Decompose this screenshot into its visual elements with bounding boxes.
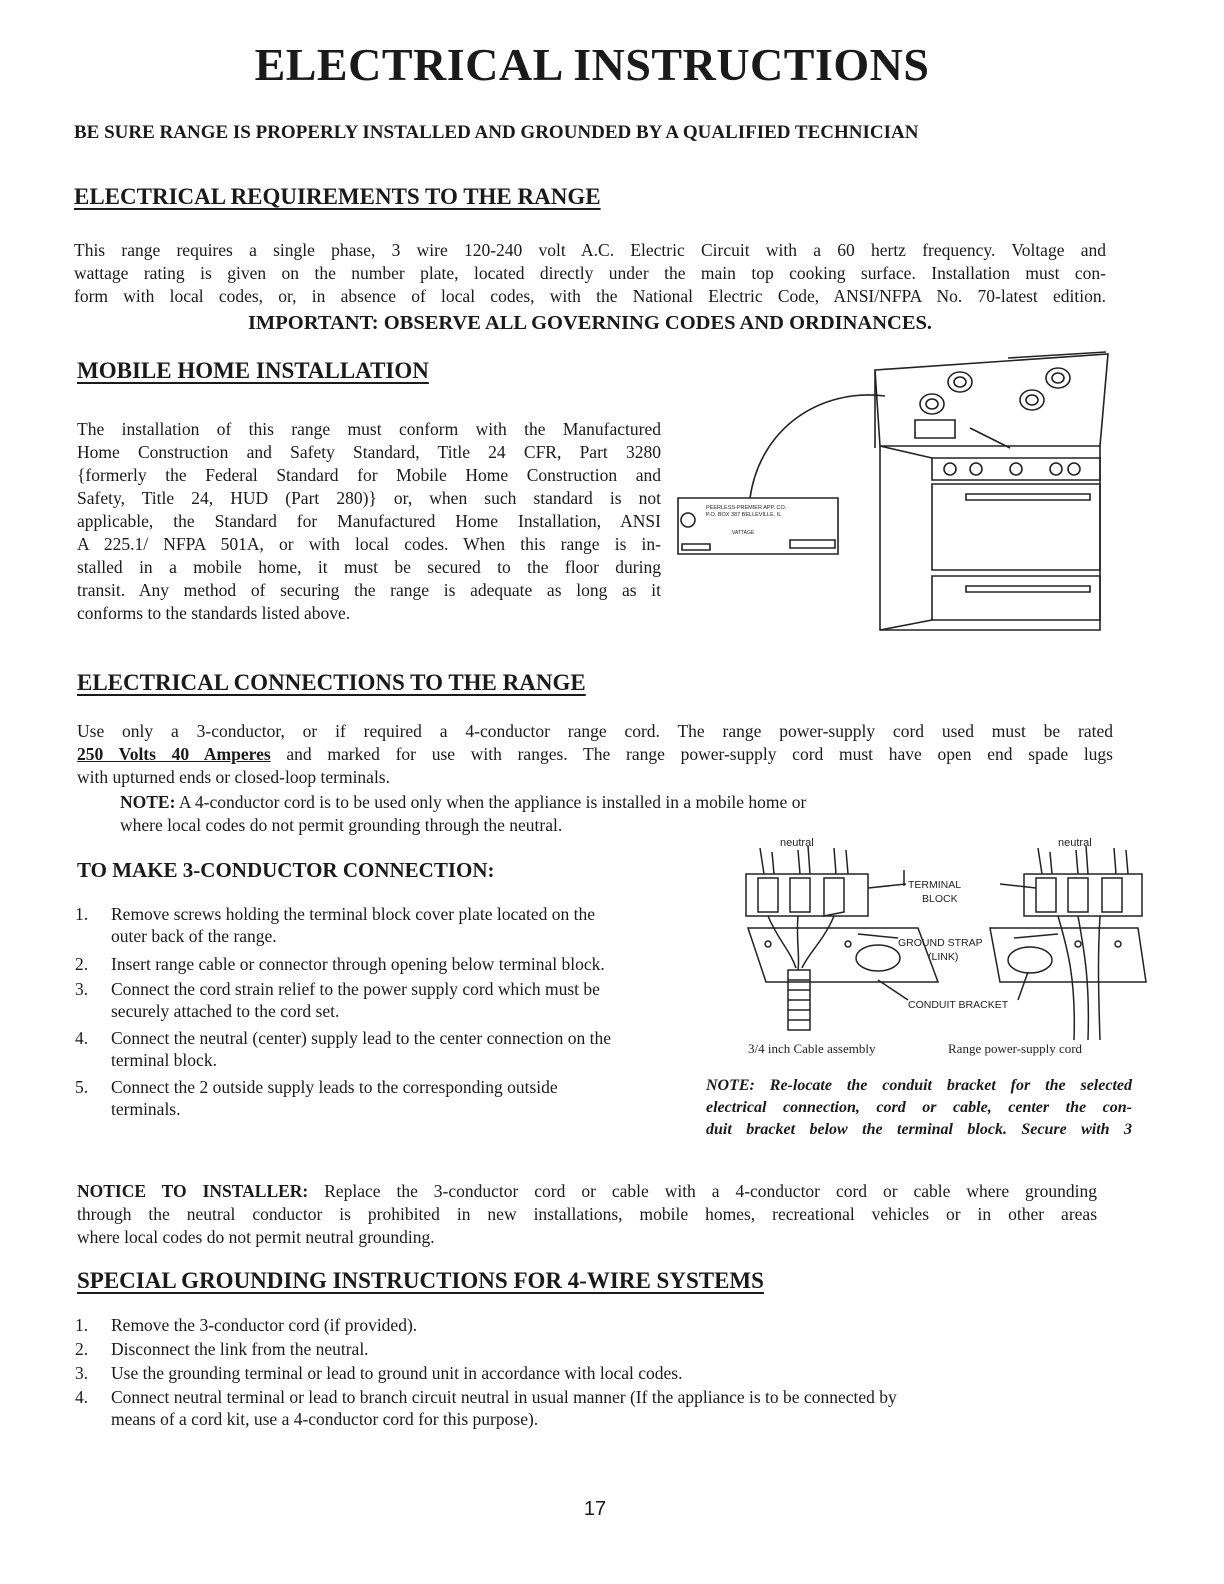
step-number: 2. (75, 1339, 89, 1359)
step-text: Remove the 3-conductor cord (if provided). (111, 1315, 418, 1335)
step-text: Connect the neutral (center) supply lead to the center connection on the terminal block. (111, 1028, 612, 1070)
step-text: Remove screws holding the terminal block cover plate located on the outer back of the range. (111, 904, 596, 946)
label-link: (LINK) (928, 951, 959, 963)
requirements-line: form with local codes, or, in absence of local codes, with the National Electric Code, ANSI/NFPA No. 70-latest edition. (74, 286, 1106, 306)
conduit-note-line: electrical connection, cord or cable, center the con- (706, 1099, 1132, 1116)
caption-cable-assembly: 3/4 inch Cable assembly (748, 1041, 876, 1056)
step-number: 5. (75, 1077, 89, 1097)
mobile-line: conforms to the standards listed above. (77, 603, 351, 623)
wiring-diagram (738, 830, 1148, 1060)
note-line-2: where local codes do not permit grounding through the neutral. (120, 815, 563, 835)
connections-paragraph (77, 720, 1113, 789)
mobile-line: {formerly the Federal Standard for Mobile Home Construction and (77, 465, 661, 485)
notice-to-installer (77, 1180, 1097, 1249)
notice-line-1: Replace the 3-conductor cord or cable with a 4-conductor cord or cable where grounding (308, 1181, 1097, 1201)
step-text: Insert range cable or connector through opening below terminal block. (111, 954, 605, 974)
page-number: 17 (583, 1498, 607, 1520)
notice-label: NOTICE TO INSTALLER: (77, 1181, 309, 1201)
connections-line-2 (77, 743, 1113, 766)
requirements-line: This range requires a single phase, 3 wire 120-240 volt A.C. Electric Circuit with a 60 hertz frequency. Voltage and (74, 240, 1106, 260)
rating-text: 250 Volts 40 Amperes (77, 744, 271, 764)
connections-line-1: Use only a 3-conductor, or if required a 4-conductor range cord. The range power-supply cord used must be rated (77, 721, 1113, 741)
mobile-line: stalled in a mobile home, it must be secured to the floor during (77, 557, 661, 577)
label-ground-strap: GROUND STRAP (898, 937, 983, 949)
heading-mobile-home: MOBILE HOME INSTALLATION (77, 358, 429, 383)
three-conductor-steps (75, 903, 725, 1123)
step-text: Connect the 2 outside supply leads to the corresponding outside terminals. (111, 1077, 558, 1119)
mobile-line: Safety, Title 24, HUD (Part 280)} or, when such standard is not (77, 488, 661, 508)
heading-electrical-connections: ELECTRICAL CONNECTIONS TO THE RANGE (77, 670, 586, 695)
requirements-line: wattage rating is given on the number plate, located directly under the main top cooking surface. Installation must con- (74, 263, 1106, 283)
caption-power-supply-cord: Range power-supply cord (948, 1041, 1083, 1056)
step-text: Connect neutral terminal or lead to branch circuit neutral in usual manner (If the appliance is to be connected by means of a cord kit, use a 4-conductor cord for this purpose). (111, 1387, 897, 1429)
connections-line-3: with upturned ends or closed-loop terminals. (77, 767, 390, 787)
plate-text-3: VATTAGE (732, 530, 755, 536)
step-text: Connect the cord strain relief to the power supply cord which must be securely attached to the cord set. (111, 979, 600, 1021)
page-title: ELECTRICAL INSTRUCTIONS (254, 39, 930, 90)
notice-line-2: through the neutral conductor is prohibited in new installations, mobile homes, recreational vehicles or in other areas (77, 1204, 1097, 1224)
label-neutral-right: neutral (1058, 837, 1092, 849)
conduit-note-line: duit bracket below the terminal block. Secure with 3 (706, 1121, 1132, 1138)
step-number: 3. (75, 1363, 89, 1383)
step-number: 4. (75, 1028, 89, 1048)
requirements-paragraph (74, 239, 1106, 308)
special-grounding-steps (75, 1314, 1105, 1434)
page-subtitle: BE SURE RANGE IS PROPERLY INSTALLED AND GROUNDED BY A QUALIFIED TECHNICIAN (74, 122, 919, 143)
mobile-line: A 225.1/ NFPA 501A, or with local codes. When this range is in- (77, 534, 661, 554)
label-terminal: TERMINAL (908, 879, 962, 891)
mobile-line: applicable, the Standard for Manufactured Home Installation, ANSI (77, 511, 661, 531)
step-text: Disconnect the link from the neutral. (111, 1339, 369, 1359)
mobile-paragraph (77, 418, 661, 625)
step-text: Use the grounding terminal or lead to ground unit in accordance with local codes. (111, 1363, 683, 1383)
step-number: 1. (75, 904, 89, 924)
notice-line-3: where local codes do not permit neutral grounding. (77, 1227, 435, 1247)
label-block: BLOCK (922, 893, 958, 905)
note-label: NOTE: (120, 792, 176, 812)
range-illustration (670, 348, 1110, 648)
mobile-line: transit. Any method of securing the range is adequate as long as it (77, 580, 661, 600)
step-number: 2. (75, 954, 89, 974)
mobile-line: Home Construction and Safety Standard, Title 24 CFR, Part 3280 (77, 442, 661, 462)
note-line-1: A 4-conductor cord is to be used only when the appliance is installed in a mobile home or (175, 792, 807, 812)
heading-special-grounding: SPECIAL GROUNDING INSTRUCTIONS FOR 4-WIRE SYSTEMS (77, 1268, 764, 1293)
conduit-note-line: NOTE: Re-locate the conduit bracket for the selected (706, 1077, 1132, 1094)
plate-text-1: PEERLESS-PREMIER APP. CO. (706, 505, 787, 511)
heading-three-conductor: TO MAKE 3-CONDUCTOR CONNECTION: (77, 858, 495, 882)
heading-electrical-requirements: ELECTRICAL REQUIREMENTS TO THE RANGE (74, 184, 601, 209)
mobile-line: The installation of this range must conform with the Manufactured (77, 419, 661, 439)
plate-text-2: P.O. BOX 387 BELLEVILLE, IL (706, 512, 782, 518)
label-neutral-left: neutral (780, 837, 814, 849)
conduit-note (706, 1075, 1132, 1141)
connections-line-2-rest: and marked for use with ranges. The range power-supply cord must have open end spade lugs (270, 744, 1113, 764)
step-number: 4. (75, 1387, 89, 1407)
step-number: 3. (75, 979, 89, 999)
important-notice: IMPORTANT: OBSERVE ALL GOVERNING CODES AND ORDINANCES. (247, 312, 933, 334)
step-number: 1. (75, 1315, 89, 1335)
label-conduit-bracket: CONDUIT BRACKET (908, 999, 1009, 1011)
